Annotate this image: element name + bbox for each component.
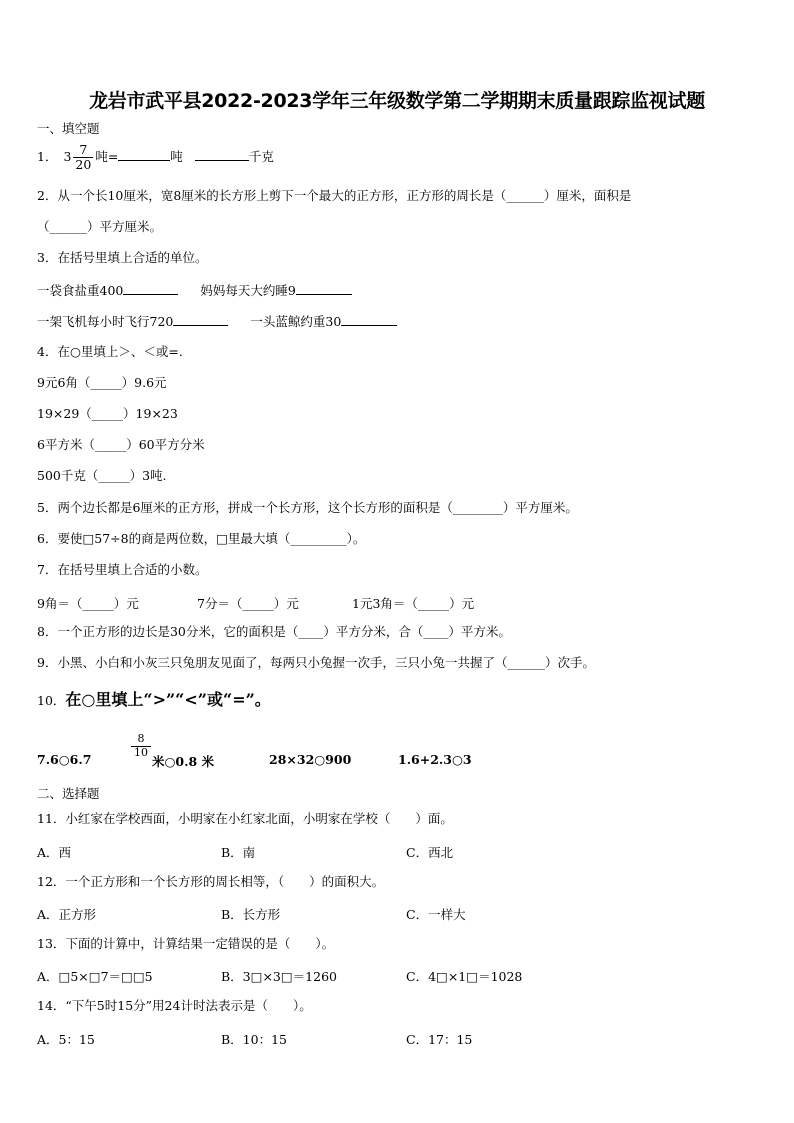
question-4-stem: 4．在○里填上＞、＜或=. (37, 344, 183, 359)
q14-option-a[interactable]: A．5：15 (37, 1032, 95, 1047)
question-11: 11．小红家在学校西面，小明家在小红家北面，小明家在学校（ ）面。 (37, 811, 453, 826)
q1-blank-2[interactable] (195, 148, 249, 161)
q1-whole: 3 (63, 148, 72, 164)
q3-blank-d[interactable] (341, 313, 397, 326)
q11-option-c[interactable]: C．西北 (406, 845, 454, 860)
q3-item-c: 一架飞机每小时飞行720 (37, 314, 174, 329)
question-4-item: 19×29（_____）19×23 (37, 406, 178, 421)
question-10-stem (37, 690, 271, 709)
section-fill-in: 一、填空题 (37, 121, 100, 136)
question-12: 12．一个正方形和一个长方形的周长相等，（ ）的面积大。 (37, 874, 385, 889)
q1-frac-den: 20 (75, 156, 92, 172)
q3-blank-b[interactable] (296, 282, 352, 295)
q10-fraction (131, 733, 151, 759)
q12-option-b[interactable]: B．长方形 (221, 907, 281, 922)
question-7-item-b: 7分＝（_____）元 (197, 596, 299, 611)
q11-option-a[interactable]: A．西 (37, 845, 72, 860)
q1-text-3: 千克 (248, 148, 274, 164)
q3-blank-c[interactable] (173, 313, 228, 326)
question-2-line-2: （______）平方厘米。 (37, 219, 163, 234)
q13-option-b[interactable]: B．3□×3□＝1260 (221, 969, 337, 984)
question-4-item: 500千克（_____）3吨. (37, 468, 167, 483)
q10-item-a: 7.6○6.7 (37, 752, 92, 767)
q3-blank-a[interactable] (123, 282, 178, 295)
question-1 (37, 143, 274, 172)
q10-frac-num: 8 (131, 733, 151, 747)
q1-number: 1． (37, 148, 58, 164)
q13-option-a[interactable]: A．□5×□7＝□□5 (37, 969, 153, 984)
q10-item-d: 1.6+2.3○3 (398, 752, 472, 767)
q13-option-c[interactable]: C．4□×1□＝1028 (406, 969, 523, 984)
q1-text-2: 吨 (170, 148, 183, 164)
question-7-stem: 7．在括号里填上合适的小数。 (37, 562, 208, 577)
q10-number: 10． (37, 693, 66, 708)
question-3-row-1 (37, 282, 352, 298)
q3-item-b: 妈妈每天大约睡9 (200, 283, 296, 298)
page-title: 龙岩市武平县2022-2023学年三年级数学第二学期期末质量跟踪监视试题 (89, 90, 705, 112)
q10-item-c: 28×32○900 (269, 752, 352, 767)
question-2-line-1: 2．从一个长10厘米，宽8厘米的长方形上剪下一个最大的正方形，正方形的周长是（______）厘米，面积是 (37, 188, 632, 203)
question-9: 9．小黑、小白和小灰三只兔朋友见面了，每两只小兔握一次手，三只小兔一共握了（______）次手。 (37, 655, 595, 670)
question-4-item: 6平方米（_____）60平方分米 (37, 437, 205, 452)
question-3-row-2 (37, 313, 397, 329)
q12-option-a[interactable]: A．正方形 (37, 907, 97, 922)
question-7-item-c: 1元3角＝（_____）元 (352, 596, 475, 611)
q12-option-c[interactable]: C．一样大 (406, 907, 466, 922)
q1-fraction (73, 143, 93, 172)
question-6: 6．要使□57÷8的商是两位数，□里最大填（_________）。 (37, 531, 366, 546)
question-3-stem: 3．在括号里填上合适的单位。 (37, 250, 208, 265)
q1-text-1: 吨= (95, 148, 119, 164)
q11-option-b[interactable]: B．南 (221, 845, 256, 860)
question-8: 8．一个正方形的边长是30分米，它的面积是（____）平方分米，合（____）平方米。 (37, 624, 511, 639)
q3-item-a: 一袋食盐重400 (37, 283, 124, 298)
q3-item-d: 一头蓝鲸约重30 (250, 314, 342, 329)
q14-option-b[interactable]: B．10：15 (221, 1032, 287, 1047)
q14-option-c[interactable]: C．17：15 (406, 1032, 473, 1047)
q1-frac-num: 7 (73, 143, 93, 158)
q10-frac-den: 10 (134, 745, 148, 759)
q10-stem-text: 在○里填上“>”“<”或“=”。 (65, 690, 271, 709)
question-5: 5．两个边长都是6厘米的正方形，拼成一个长方形，这个长方形的面积是（________）平方厘米。 (37, 500, 578, 515)
q1-blank-1[interactable] (118, 148, 170, 161)
q10-item-b: 米○0.8 米 (152, 754, 215, 769)
question-14: 14．“下午5时15分”用24计时法表示是（ ）。 (37, 998, 312, 1013)
question-4-item: 9元6角（_____）9.6元 (37, 375, 167, 390)
question-13: 13．下面的计算中，计算结果一定错误的是（ ）。 (37, 936, 335, 951)
question-7-item-a: 9角＝（_____）元 (37, 596, 139, 611)
section-choice: 二、选择题 (37, 786, 100, 801)
